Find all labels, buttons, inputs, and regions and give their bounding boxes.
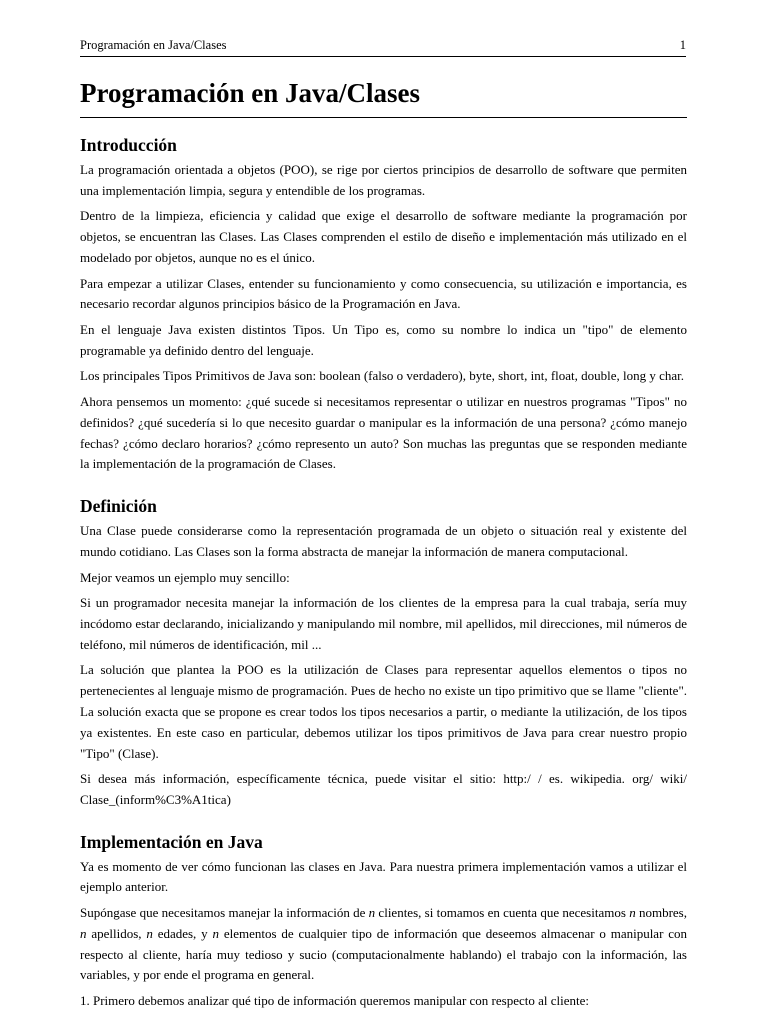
numbered-step: 1. Primero debemos analizar qué tipo de información queremos manipular con respecto al cliente: xyxy=(80,993,589,1009)
paragraph: En el lenguaje Java existen distintos Tipos. Un Tipo es, como su nombre lo indica un "tipo" de elemento programable ya definido dentro del lenguaje. xyxy=(80,321,687,358)
running-title: Programación en Java/Clases xyxy=(80,38,227,52)
italic-n: n xyxy=(146,925,153,941)
italic-n: n xyxy=(629,905,636,921)
paragraph: La solución que plantea la POO es la utilización de Clases para representar aquellos elementos o tipos no pertenecientes al lenguaje mismo de programación. Pues de hecho no existe un tipo primitivo que se llame "cliente". La solución exacta que se propone es crear todos los tipos necesarios a partir, o mediante la utilización, de los tipos ya existentes. En este caso en particular, debemos utilizar los tipos primitivos de Java para crear nuestro propio "Tipo" (Clase). xyxy=(80,662,687,761)
paragraph-wiki-link: Si desea más información, específicamente técnica, puede visitar el sitio: http:/ / es. wikipedia. org/ wiki/ Clase_(inform%C3%A1tica) xyxy=(80,771,687,807)
paragraph: Los principales Tipos Primitivos de Java son: boolean (falso o verdadero), byte, short, int, float, double, long y char. xyxy=(80,368,685,384)
paragraph: Para empezar a utilizar Clases, entender su funcionamiento y como consecuencia, su utilización e importancia, es necesario recordar algunos principios básico de la Programación en Java. xyxy=(80,275,687,312)
italic-n: n xyxy=(212,925,219,941)
running-header xyxy=(80,36,686,57)
document-body xyxy=(80,75,687,1012)
section-heading-definicion: Definición xyxy=(80,496,157,517)
paragraph: Si un programador necesita manejar la información de los clientes de la empresa para la cual trabaja, sería muy incódomo estar declarando, inicializando y manipulando mil nombre, mil apellidos, mil direcciones, mil números de teléfono, mil números de identificación, mil ... xyxy=(80,595,687,652)
section-heading-introduccion: Introducción xyxy=(80,135,177,155)
paragraph: Ahora pensemos un momento: ¿qué sucede si necesitamos representar o utilizar en nuestros programas "Tipos" no definidos? ¿qué sucedería si lo que necesito guardar o manipular es la información de una persona? ¿cómo manejo fechas? ¿cómo declaro horarios? ¿cómo represento un auto? Son muchas las preguntas que se responden mediante la implementación de la programación de Clases. xyxy=(80,393,687,472)
italic-n: n xyxy=(368,905,376,921)
page-number: 1 xyxy=(679,38,686,52)
paragraph: Dentro de la limpieza, eficiencia y calidad que exige el desarrollo de software mediante la programación por objetos, se encuentran las Clases. Las Clases comprenden el estilo de diseño e implementación más utilizado en el modelado por objetos, aunque no es el único. xyxy=(80,208,687,265)
paragraph: Mejor veamos un ejemplo muy sencillo: xyxy=(80,569,290,585)
paragraph: Ya es momento de ver cómo funcionan las clases en Java. Para nuestra primera implementación vamos a utilizar el ejemplo anterior. xyxy=(80,858,687,895)
paragraph: Supóngase que necesitamos manejar la información de n clientes, si tomamos en cuenta que necesitamos n nombres, n apellidos, n edades, y n elementos de cualquier tipo de información que deseemos almacenar o manipular con respecto al cliente, haría muy tedioso y sucio (computacionalmente hablando) el trabajo con la información, las variables, y por ende el programa en general. xyxy=(80,905,688,983)
paragraph: Una Clase puede considerarse como la representación programada de un objeto o situación real y existente del mundo cotidiano. Las Clases son la forma abstracta de manejar la información de manera computacional. xyxy=(80,523,687,559)
page-title: Programación en Java/Clases xyxy=(80,75,687,118)
paragraph: La programación orientada a objetos (POO), se rige por ciertos principios de desarrollo de software que permiten una implementación limpia, segura y entendible de los programas. xyxy=(80,162,687,198)
italic-n: n xyxy=(80,925,87,941)
section-heading-implementacion: Implementación en Java xyxy=(80,831,263,852)
